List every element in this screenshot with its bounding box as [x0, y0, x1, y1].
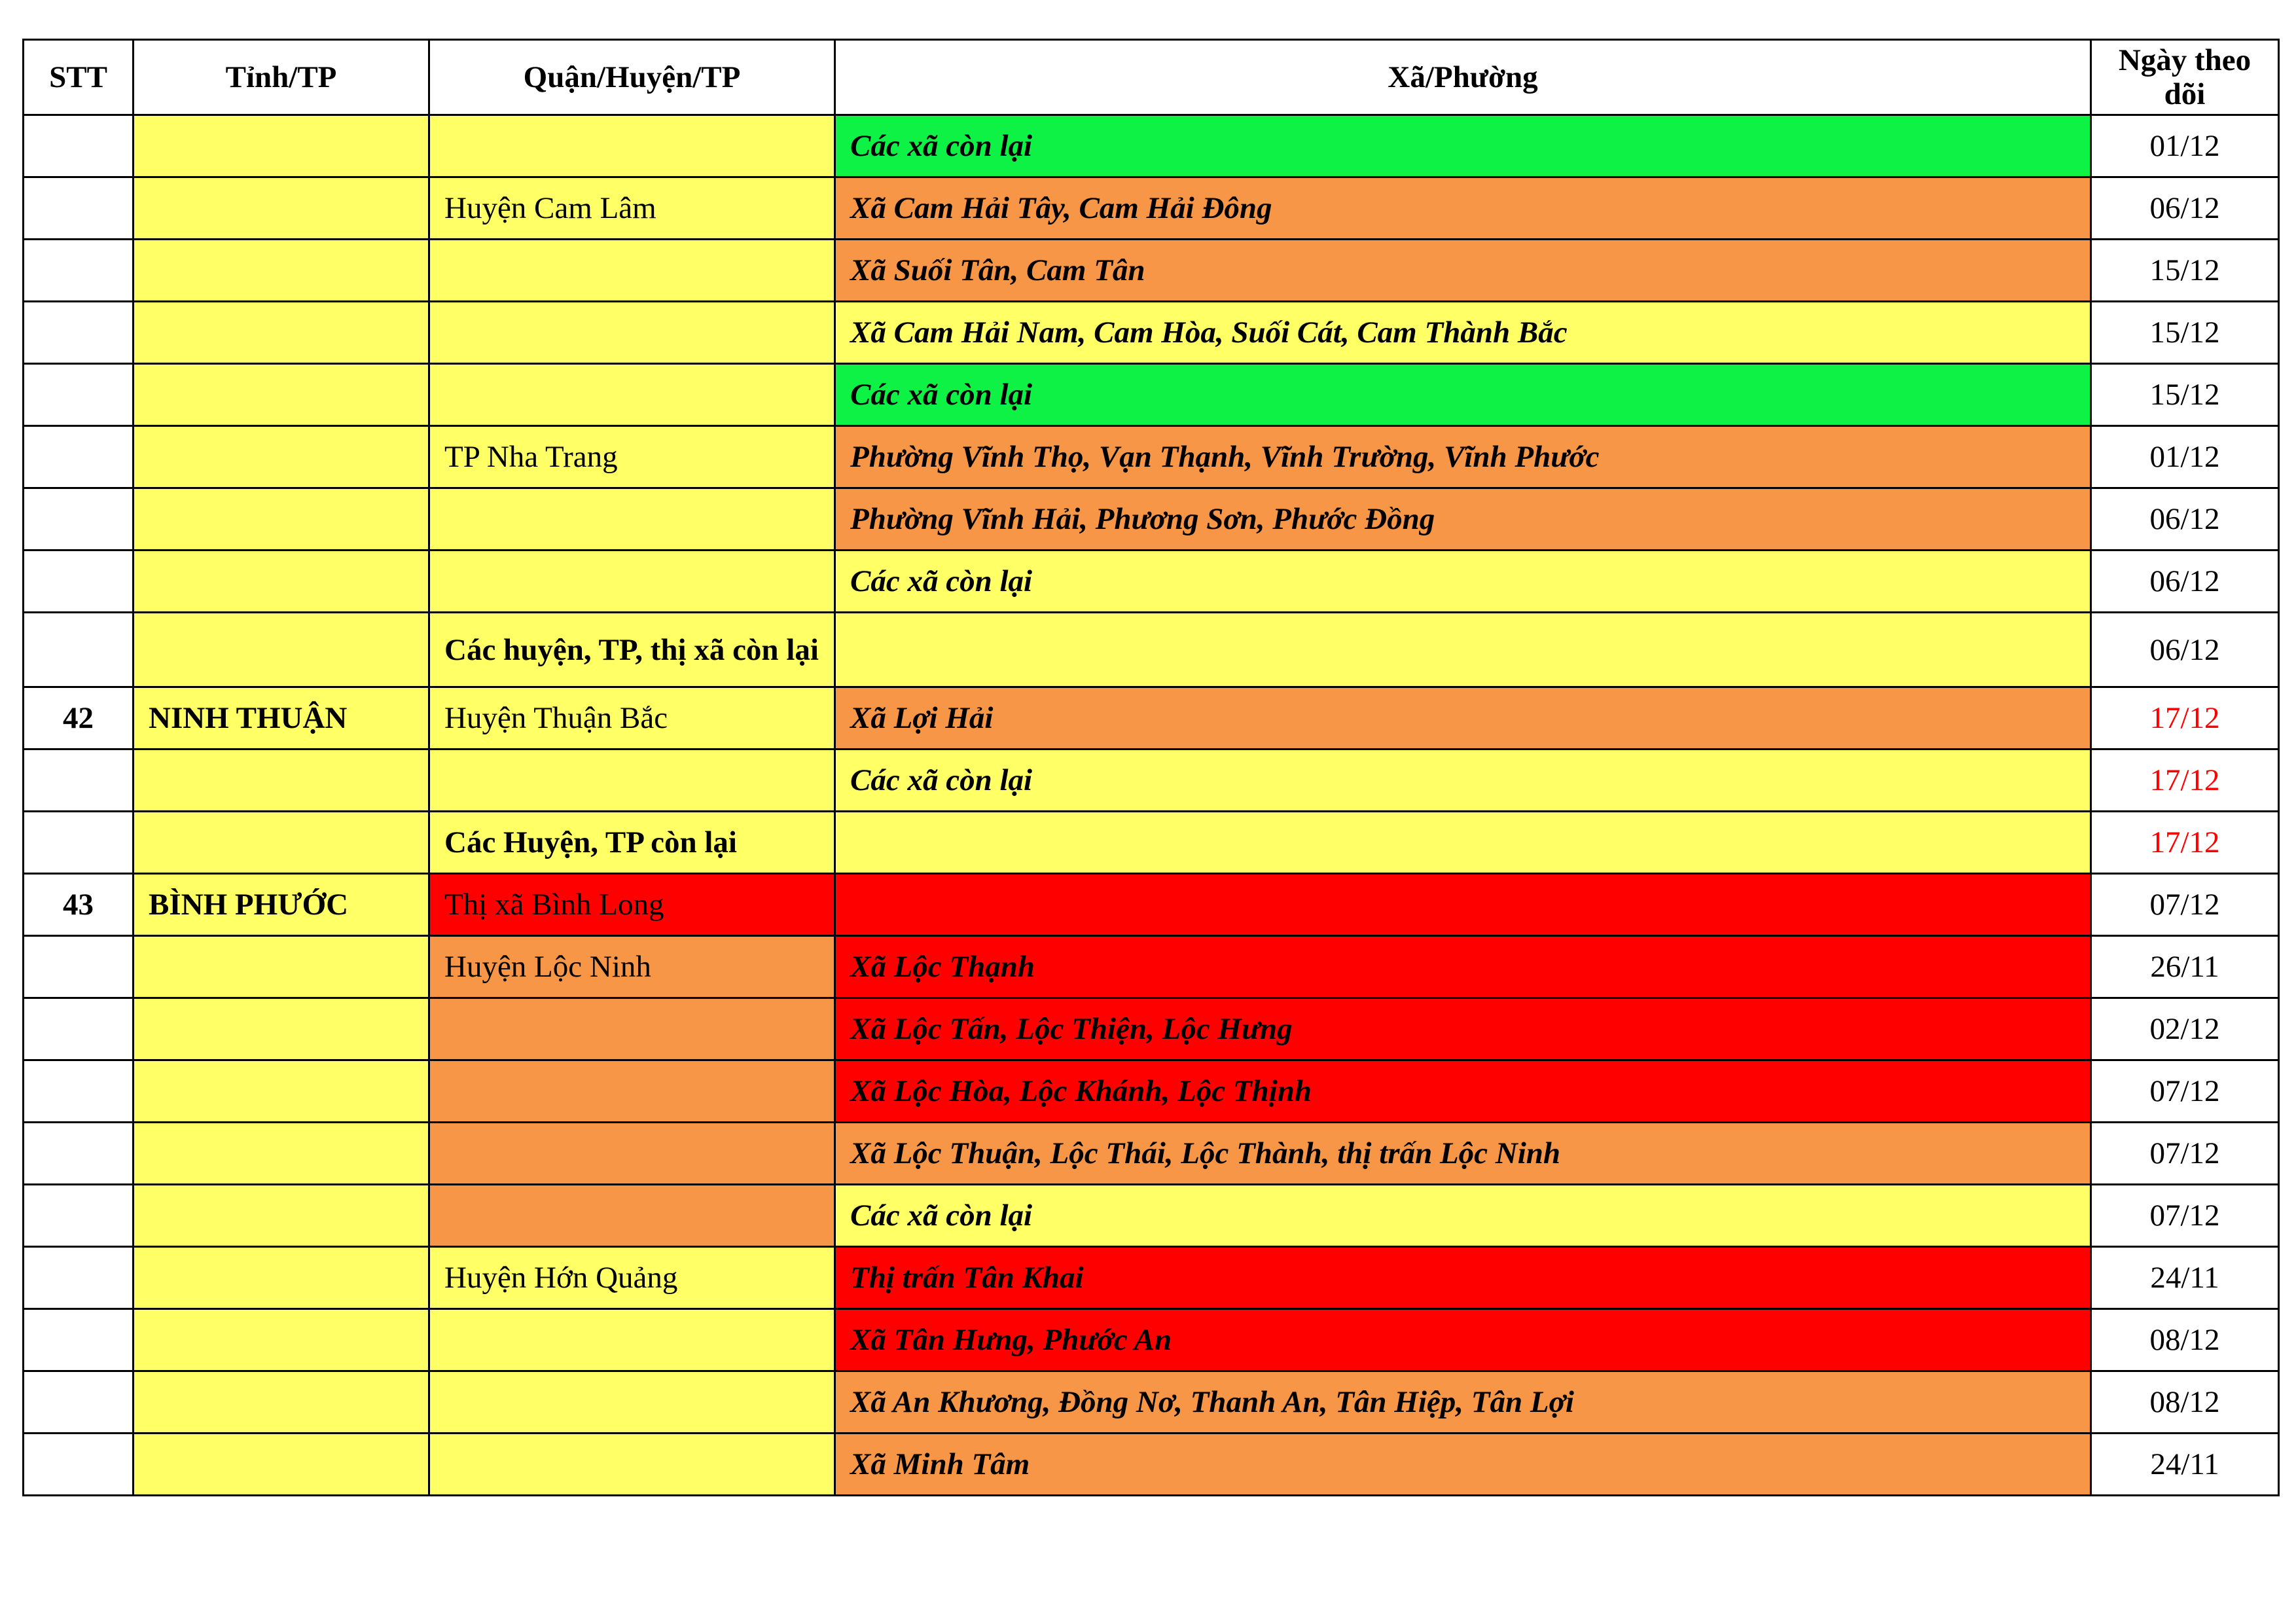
province-cell: NINH THUẬN	[134, 687, 429, 749]
tracking-table	[22, 39, 2280, 1496]
province-cell	[134, 1185, 429, 1247]
district-cell	[429, 749, 835, 812]
table-row	[24, 550, 2279, 613]
district-cell	[429, 1434, 835, 1496]
stt-cell	[24, 1060, 134, 1123]
province-cell	[134, 1309, 429, 1371]
district-cell	[429, 240, 835, 302]
table-row	[24, 115, 2279, 177]
header-stt: STT	[24, 40, 134, 115]
stt-cell	[24, 488, 134, 550]
ward-cell: Phường Vĩnh Thọ, Vạn Thạnh, Vĩnh Trường, Vĩnh Phước	[835, 426, 2091, 488]
date-cell: 07/12	[2091, 874, 2279, 936]
ward-cell: Xã Tân Hưng, Phước An	[835, 1309, 2091, 1371]
district-cell	[429, 998, 835, 1060]
province-cell	[134, 1123, 429, 1185]
province-cell	[134, 550, 429, 613]
date-cell: 17/12	[2091, 812, 2279, 874]
stt-cell	[24, 1123, 134, 1185]
ward-cell: Thị trấn Tân Khai	[835, 1247, 2091, 1309]
district-cell	[429, 1123, 835, 1185]
table-row	[24, 1309, 2279, 1371]
province-cell	[134, 936, 429, 998]
ward-cell: Xã Cam Hải Tây, Cam Hải Đông	[835, 177, 2091, 240]
stt-cell	[24, 1185, 134, 1247]
district-cell: TP Nha Trang	[429, 426, 835, 488]
stt-cell	[24, 812, 134, 874]
ward-cell: Xã Cam Hải Nam, Cam Hòa, Suối Cát, Cam Thành Bắc	[835, 302, 2091, 364]
table-row	[24, 177, 2279, 240]
stt-cell: 43	[24, 874, 134, 936]
header-ward: Xã/Phường	[835, 40, 2091, 115]
stt-cell	[24, 936, 134, 998]
ward-cell	[835, 874, 2091, 936]
province-cell	[134, 426, 429, 488]
province-cell: BÌNH PHƯỚC	[134, 874, 429, 936]
stt-cell	[24, 613, 134, 687]
date-cell: 06/12	[2091, 613, 2279, 687]
district-cell: Huyện Hớn Quảng	[429, 1247, 835, 1309]
ward-cell	[835, 613, 2091, 687]
province-cell	[134, 1247, 429, 1309]
date-cell: 15/12	[2091, 302, 2279, 364]
province-cell	[134, 364, 429, 426]
district-cell	[429, 1309, 835, 1371]
stt-cell	[24, 302, 134, 364]
district-cell: Huyện Lộc Ninh	[429, 936, 835, 998]
header-row	[24, 40, 2279, 115]
district-cell: Thị xã Bình Long	[429, 874, 835, 936]
ward-cell: Các xã còn lại	[835, 115, 2091, 177]
stt-cell	[24, 550, 134, 613]
stt-cell	[24, 426, 134, 488]
date-cell: 24/11	[2091, 1434, 2279, 1496]
province-cell	[134, 749, 429, 812]
stt-cell: 42	[24, 687, 134, 749]
province-cell	[134, 488, 429, 550]
date-cell: 17/12	[2091, 749, 2279, 812]
header-province: Tỉnh/TP	[134, 40, 429, 115]
header-date: Ngày theo dõi	[2091, 40, 2279, 115]
table-row	[24, 812, 2279, 874]
ward-cell: Các xã còn lại	[835, 749, 2091, 812]
date-cell: 06/12	[2091, 550, 2279, 613]
province-cell	[134, 1060, 429, 1123]
ward-cell: Các xã còn lại	[835, 1185, 2091, 1247]
district-cell	[429, 1185, 835, 1247]
ward-cell: Các xã còn lại	[835, 550, 2091, 613]
province-cell	[134, 240, 429, 302]
date-cell: 06/12	[2091, 488, 2279, 550]
district-cell: Huyện Thuận Bắc	[429, 687, 835, 749]
table-row	[24, 1434, 2279, 1496]
table-row	[24, 874, 2279, 936]
date-cell: 01/12	[2091, 426, 2279, 488]
ward-cell: Xã Minh Tâm	[835, 1434, 2091, 1496]
date-cell: 07/12	[2091, 1060, 2279, 1123]
province-cell	[134, 1434, 429, 1496]
date-cell: 02/12	[2091, 998, 2279, 1060]
stt-cell	[24, 115, 134, 177]
stt-cell	[24, 749, 134, 812]
table-row	[24, 936, 2279, 998]
province-cell	[134, 613, 429, 687]
ward-cell: Xã An Khương, Đồng Nơ, Thanh An, Tân Hiệp, Tân Lợi	[835, 1371, 2091, 1434]
stt-cell	[24, 177, 134, 240]
date-cell: 06/12	[2091, 177, 2279, 240]
date-cell: 24/11	[2091, 1247, 2279, 1309]
date-cell: 15/12	[2091, 240, 2279, 302]
province-cell	[134, 998, 429, 1060]
table-row	[24, 302, 2279, 364]
table-row	[24, 613, 2279, 687]
ward-cell	[835, 812, 2091, 874]
table-row	[24, 364, 2279, 426]
province-cell	[134, 115, 429, 177]
table-row	[24, 240, 2279, 302]
district-cell: Các huyện, TP, thị xã còn lại	[429, 613, 835, 687]
date-cell: 01/12	[2091, 115, 2279, 177]
table-row	[24, 749, 2279, 812]
district-cell	[429, 488, 835, 550]
table-row	[24, 1247, 2279, 1309]
ward-cell: Xã Lộc Thạnh	[835, 936, 2091, 998]
header-district: Quận/Huyện/TP	[429, 40, 835, 115]
stt-cell	[24, 1309, 134, 1371]
table-row	[24, 1123, 2279, 1185]
district-cell: Huyện Cam Lâm	[429, 177, 835, 240]
province-cell	[134, 177, 429, 240]
ward-cell: Xã Lộc Tấn, Lộc Thiện, Lộc Hưng	[835, 998, 2091, 1060]
table-row	[24, 1060, 2279, 1123]
ward-cell: Xã Lộc Hòa, Lộc Khánh, Lộc Thịnh	[835, 1060, 2091, 1123]
date-cell: 08/12	[2091, 1371, 2279, 1434]
stt-cell	[24, 998, 134, 1060]
stt-cell	[24, 1371, 134, 1434]
district-cell	[429, 302, 835, 364]
district-cell	[429, 1060, 835, 1123]
stt-cell	[24, 1434, 134, 1496]
district-cell	[429, 550, 835, 613]
date-cell: 26/11	[2091, 936, 2279, 998]
district-cell	[429, 115, 835, 177]
district-cell: Các Huyện, TP còn lại	[429, 812, 835, 874]
table-row	[24, 1185, 2279, 1247]
table-row	[24, 998, 2279, 1060]
ward-cell: Xã Lộc Thuận, Lộc Thái, Lộc Thành, thị trấn Lộc Ninh	[835, 1123, 2091, 1185]
stt-cell	[24, 1247, 134, 1309]
date-cell: 15/12	[2091, 364, 2279, 426]
ward-cell: Xã Lợi Hải	[835, 687, 2091, 749]
date-cell: 17/12	[2091, 687, 2279, 749]
ward-cell: Phường Vĩnh Hải, Phương Sơn, Phước Đồng	[835, 488, 2091, 550]
ward-cell: Các xã còn lại	[835, 364, 2091, 426]
table-row	[24, 488, 2279, 550]
date-cell: 08/12	[2091, 1309, 2279, 1371]
district-cell	[429, 364, 835, 426]
table-row	[24, 687, 2279, 749]
date-cell: 07/12	[2091, 1185, 2279, 1247]
ward-cell: Xã Suối Tân, Cam Tân	[835, 240, 2091, 302]
date-cell: 07/12	[2091, 1123, 2279, 1185]
province-cell	[134, 302, 429, 364]
stt-cell	[24, 240, 134, 302]
province-cell	[134, 1371, 429, 1434]
district-cell	[429, 1371, 835, 1434]
table-body	[24, 115, 2279, 1496]
stt-cell	[24, 364, 134, 426]
table-row	[24, 426, 2279, 488]
province-cell	[134, 812, 429, 874]
table-row	[24, 1371, 2279, 1434]
